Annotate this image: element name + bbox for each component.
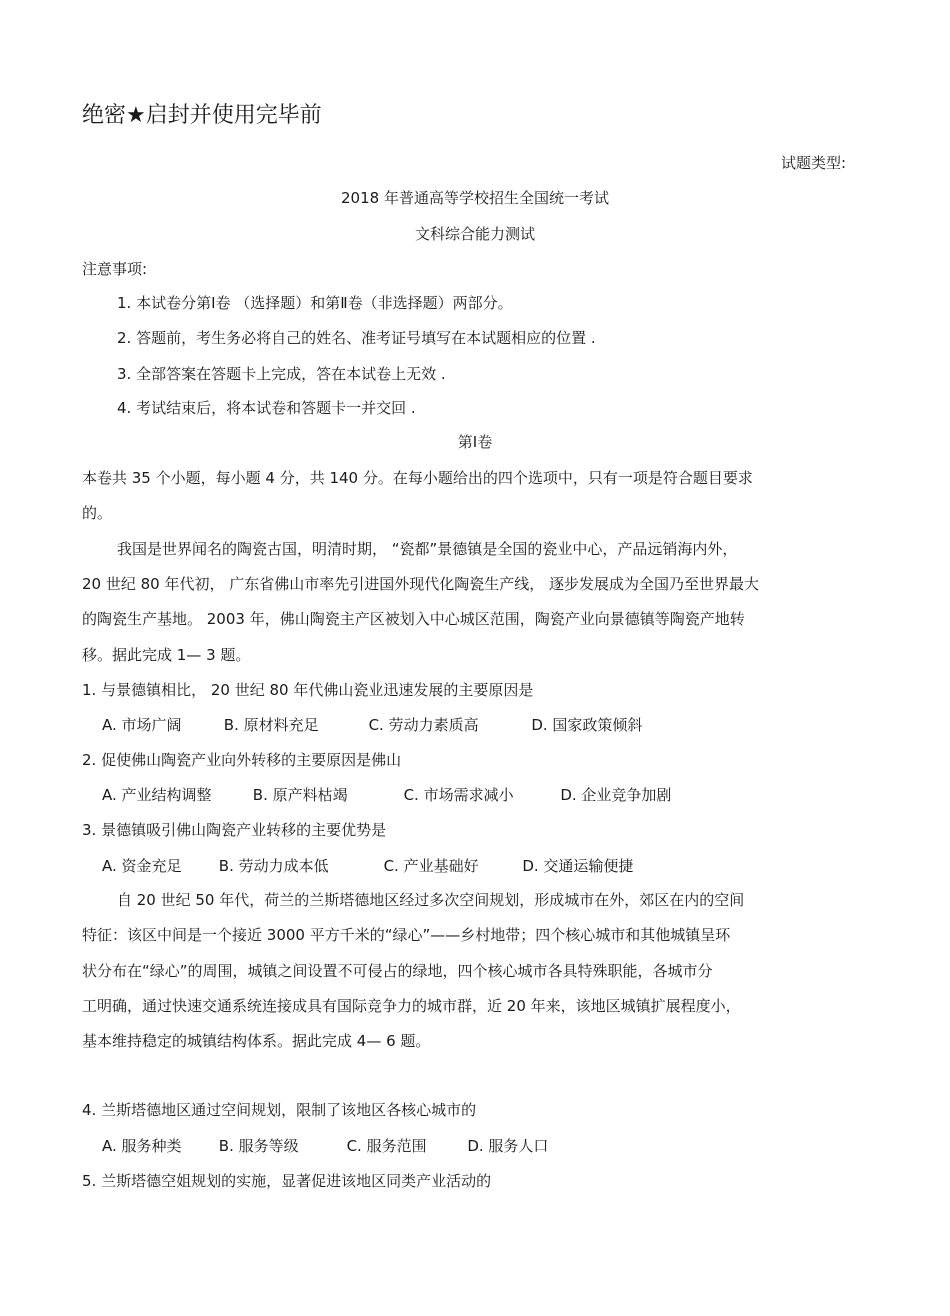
option-d: D. 交通运输便捷 xyxy=(522,857,634,875)
question-options xyxy=(102,715,642,735)
exam-subtitle: 文科综合能力测试 xyxy=(414,225,535,243)
passage-line: 移。据此完成 1— 3 题。 xyxy=(82,646,251,664)
passage-line: 的陶瓷生产基地。 2003 年，佛山陶瓷主产区被划入中心城区范围，陶瓷产业向景德镇等陶瓷产地转 xyxy=(82,610,745,628)
passage-line: 工明确，通过快速交通系统连接成具有国际竞争力的城市群，近 20 年来，该地区城镇扩展程度小， xyxy=(82,997,741,1015)
secret-header: 绝密★启封并使用完毕前 xyxy=(82,103,322,128)
section-intro: 的。 xyxy=(82,504,113,522)
notice-item: 2. 答题前，考生务必将自己的姓名、准考证号填写在本试题相应的位置 . xyxy=(117,329,596,347)
question-stem: 5. 兰斯塔德空姐规划的实施，显著促进该地区同类产业活动的 xyxy=(82,1172,492,1190)
question-stem: 2. 促使佛山陶瓷产业向外转移的主要原因是佛山 xyxy=(82,751,402,769)
option-d: D. 国家政策倾斜 xyxy=(531,716,643,734)
notice-item: 4. 考试结束后，将本试卷和答题卡一并交回 . xyxy=(117,399,416,417)
option-b: B. 原材料充足 xyxy=(223,716,319,734)
section-title: 第Ⅰ卷 xyxy=(457,433,493,451)
exam-title: 2018 年普通高等学校招生全国统一考试 xyxy=(341,189,609,207)
option-a: A. 市场广阔 xyxy=(102,716,182,734)
passage-line: 20 世纪 80 年代初， 广东省佛山市率先引进国外现代化陶瓷生产线， 逐步发展成为全国乃至世界最大 xyxy=(82,575,760,593)
option-d: D. 企业竞争加剧 xyxy=(560,786,672,804)
question-options xyxy=(102,1136,548,1156)
question-stem: 3. 景德镇吸引佛山陶瓷产业转移的主要优势是 xyxy=(82,821,387,839)
option-a: A. 服务种类 xyxy=(102,1137,182,1155)
passage-line: 特征：该区中间是一个接近 3000 平方千米的“绿心”——乡村地带；四个核心城市和其他城镇呈环 xyxy=(82,926,731,944)
option-b: B. 原产料枯竭 xyxy=(252,786,348,804)
notice-item: 3. 全部答案在答题卡上完成，答在本试卷上无效 . xyxy=(117,365,446,383)
passage-line: 状分布在“绿心”的周围，城镇之间设置不可侵占的绿地，四个核心城市各具特殊职能，各城市分 xyxy=(82,962,713,980)
question-stem: 4. 兰斯塔德地区通过空间规划，限制了该地区各核心城市的 xyxy=(82,1101,477,1119)
option-d: D. 服务人口 xyxy=(467,1137,549,1155)
option-b: B. 劳动力成本低 xyxy=(218,857,329,875)
option-a: A. 产业结构调整 xyxy=(102,786,212,804)
question-type-label: 试题类型: xyxy=(780,154,846,172)
option-c: C. 劳动力素质高 xyxy=(368,716,479,734)
option-c: C. 服务范围 xyxy=(346,1137,427,1155)
option-c: C. 市场需求减小 xyxy=(403,786,514,804)
notice-item: 1. 本试卷分第Ⅰ卷 （选择题）和第Ⅱ卷（非选择题）两部分。 xyxy=(117,294,513,312)
question-stem: 1. 与景德镇相比， 20 世纪 80 年代佛山瓷业迅速发展的主要原因是 xyxy=(82,681,534,699)
passage-line: 我国是世界闻名的陶瓷古国，明清时期， “瓷都”景德镇是全国的瓷业中心，产品远销海内外， xyxy=(117,540,738,558)
option-b: B. 服务等级 xyxy=(218,1137,299,1155)
passage-line: 基本维持稳定的城镇结构体系。据此完成 4— 6 题。 xyxy=(82,1032,431,1050)
passage-line: 自 20 世纪 50 年代，荷兰的兰斯塔德地区经过多次空间规划，形成城市在外，郊区在内的空间 xyxy=(117,891,745,909)
question-options xyxy=(102,785,671,805)
option-a: A. 资金充足 xyxy=(102,857,182,875)
option-c: C. 产业基础好 xyxy=(383,857,479,875)
question-options xyxy=(102,856,633,876)
section-intro: 本卷共 35 个小题，每小题 4 分，共 140 分。在每小题给出的四个选项中，只有一项是符合题目要求 xyxy=(82,469,753,487)
notice-heading: 注意事项: xyxy=(82,260,148,278)
